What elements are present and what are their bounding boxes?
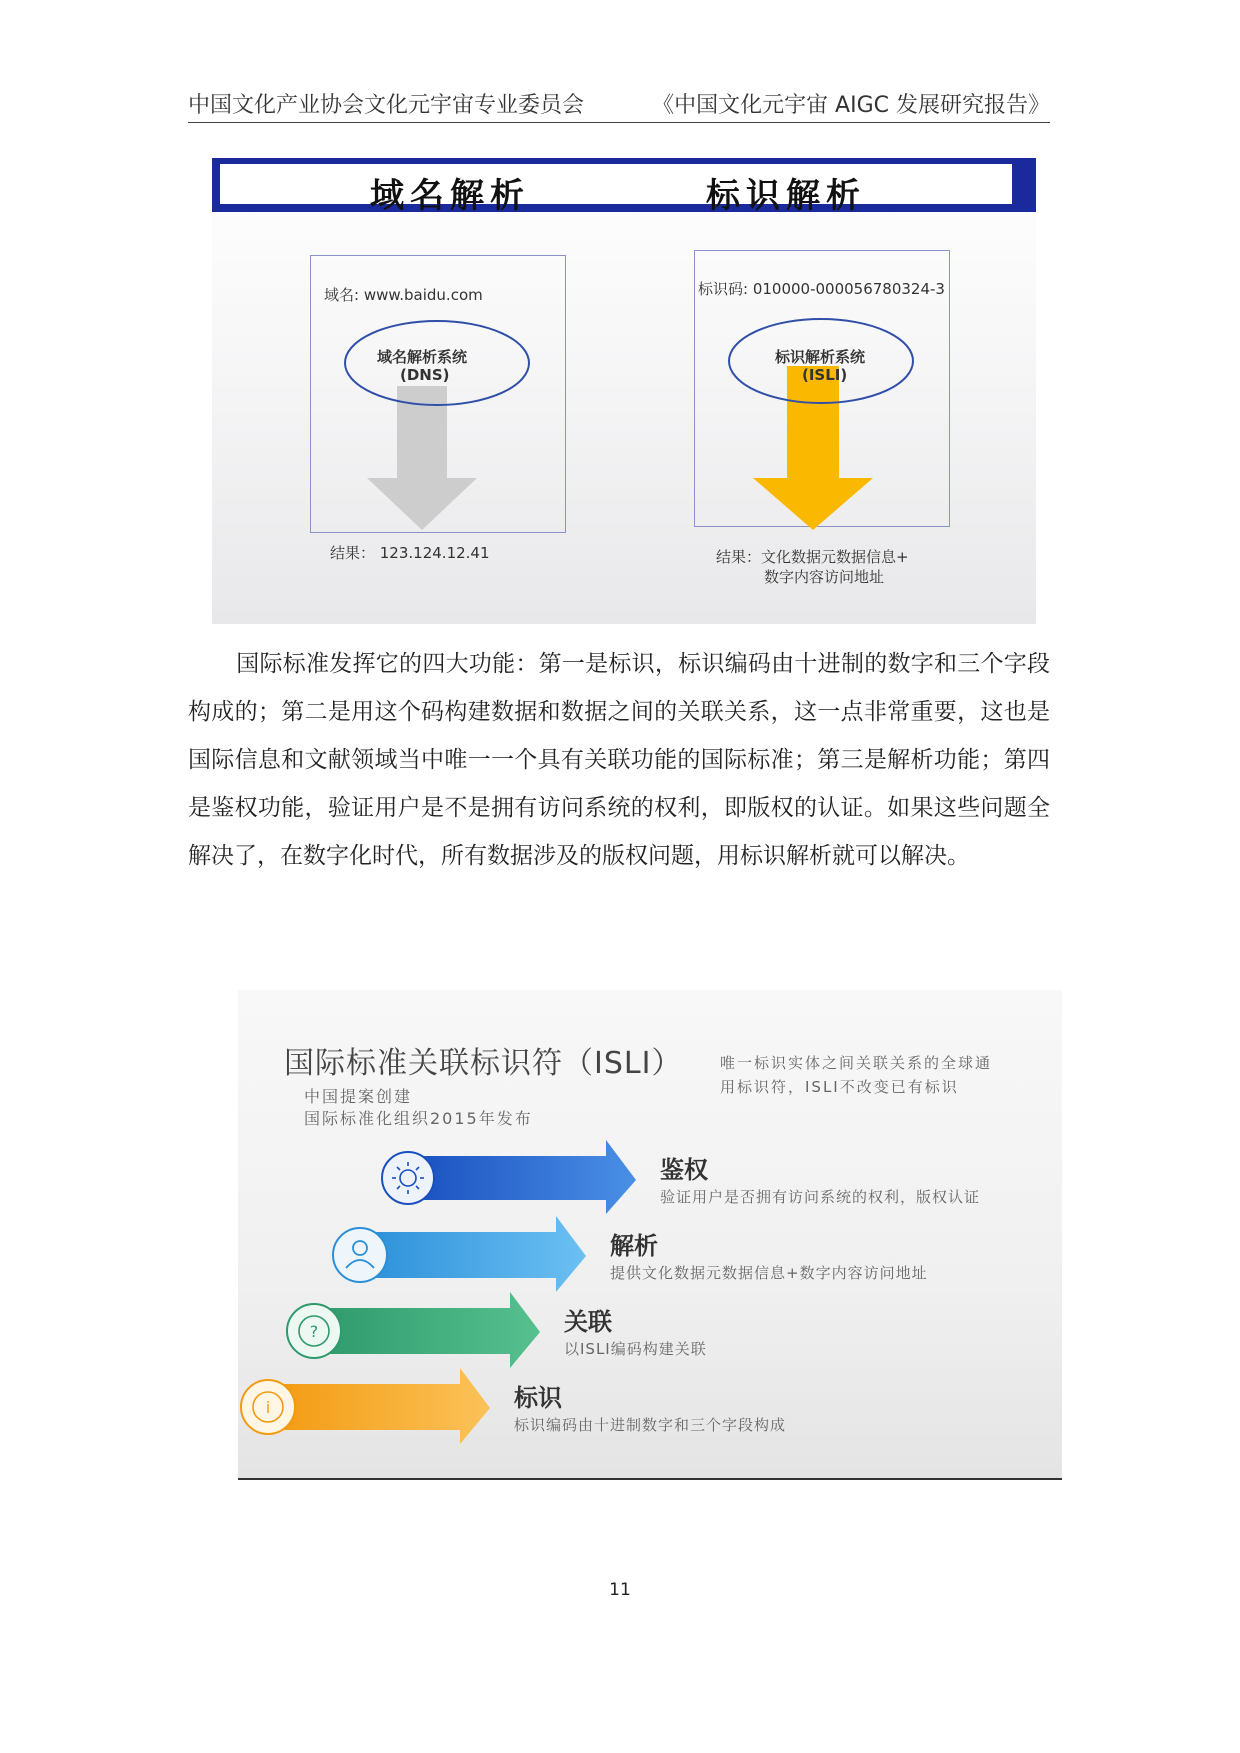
item-desc-identification: 标识编码由十进制数字和三个字段构成 (514, 1416, 787, 1434)
arrow-identification (241, 1368, 490, 1444)
isli-system-name: 标识解析系统 (775, 348, 866, 366)
isli-system-abbr: (ISLI) (802, 366, 848, 384)
item-desc-association: 以ISLI编码构建关联 (564, 1340, 707, 1358)
banner-right-title: 标识解析 (706, 176, 866, 216)
dns-diagram (312, 308, 562, 538)
banner-left-title: 域名解析 (370, 176, 530, 216)
isli-code-label: 标识码: 010000-000056780324-3 (698, 280, 945, 298)
arrow-authentication (382, 1140, 636, 1214)
arrow-resolution (333, 1216, 586, 1292)
isli-diagram (696, 306, 946, 536)
figure-domain-vs-identifier-resolution (212, 158, 1036, 624)
dns-domain-label: 域名: www.baidu.com (324, 286, 483, 304)
item-title-association: 关联 (564, 1308, 612, 1336)
isli-result-line1: 结果：文化数据元数据信息+ (716, 548, 909, 566)
item-title-authentication: 鉴权 (660, 1156, 708, 1184)
item-desc-authentication: 验证用户是否拥有访问系统的权利，版权认证 (660, 1188, 981, 1206)
dns-system-name: 域名解析系统 (377, 348, 468, 366)
dns-result: 结果： 123.124.12.41 (330, 544, 490, 562)
header-right: 《中国文化元宇宙 AIGC 发展研究报告》 (652, 93, 1050, 118)
figure1-banner (212, 158, 1036, 216)
page-header (188, 88, 1050, 123)
figure2-title: 国际标准关联标识符（ISLI） (284, 1046, 683, 1081)
item-title-resolution: 解析 (610, 1232, 658, 1260)
figure2-sub1: 中国提案创建 (304, 1087, 413, 1106)
isli-result-line2: 数字内容访问地址 (764, 568, 885, 586)
figure2-note2: 用标识符，ISLI不改变已有标识 (720, 1078, 959, 1096)
arrow-association (287, 1292, 540, 1368)
figure2-sub2: 国际标准化组织2015年发布 (304, 1109, 533, 1128)
header-left: 中国文化产业协会文化元宇宙专业委员会 (188, 93, 585, 118)
body-paragraph-text: 国际标准发挥它的四大功能：第一是标识，标识编码由十进制的数字和三个字段构成的；第二是用这个码构建数据和数据之间的关联关系，这一点非常重要，这也是国际信息和文献领域当中唯一一个具有关联功能的国际标准；第三是解析功能；第四是鉴权功能，验证用户是不是拥有访问系统的权利，即版权的认证。如果这些问题全解决了，在数字化时代，所有数据涉及的版权问题，用标识解析就可以解决。 (188, 651, 1050, 869)
question-icon: ? (309, 1322, 319, 1341)
item-desc-resolution: 提供文化数据元数据信息+数字内容访问地址 (610, 1264, 928, 1282)
figure2-note1: 唯一标识实体之间关联关系的全球通 (720, 1054, 993, 1072)
body-paragraph (188, 640, 1050, 880)
info-icon: i (265, 1398, 271, 1417)
isli-arrow (753, 366, 873, 530)
item-title-identification: 标识 (514, 1384, 562, 1412)
dns-system-abbr: (DNS) (400, 366, 450, 384)
figure-isli-functions (238, 990, 1062, 1480)
page-number: 11 (609, 1580, 631, 1600)
dns-arrow (367, 386, 477, 530)
